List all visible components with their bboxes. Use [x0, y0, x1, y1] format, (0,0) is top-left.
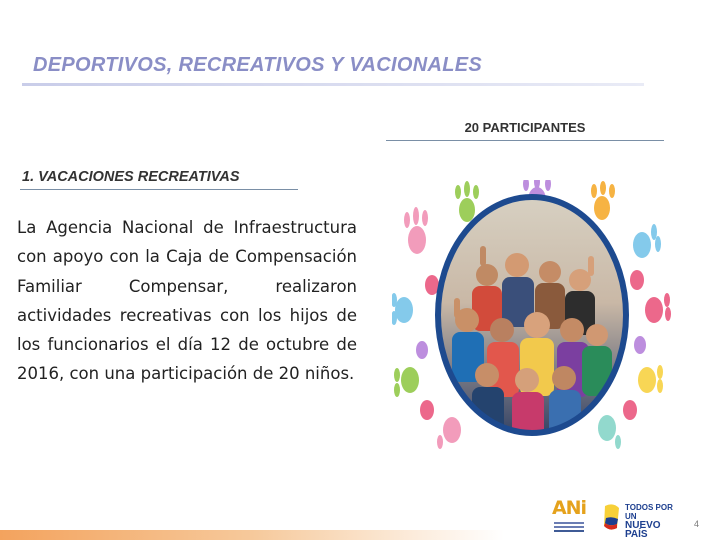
section-subtitle: 1. VACACIONES RECREATIVAS — [22, 169, 240, 185]
body-paragraph: La Agencia Nacional de Infraestructura con apoyo con la Caja de Compensación Familiar Compensar, realizaron actividades recreativas con los hijos de los funcionarios el día 12 de octubre de 2016, con una participación de 20 niños. — [17, 218, 357, 384]
tpn-line2: NUEVO PAÍS — [625, 520, 661, 540]
participants-label: 20 PARTICIPANTES — [464, 120, 586, 135]
ani-logo — [551, 497, 587, 535]
todos-por-un-nuevo-pais-logo — [601, 500, 681, 540]
slide-title: DEPORTIVOS, RECREATIVOS Y VACIONALES — [33, 54, 483, 76]
participants-underline — [386, 140, 664, 141]
tpn-line1: TODOS POR UN — [625, 503, 673, 521]
title-underline — [22, 83, 644, 86]
subtitle-underline — [20, 189, 298, 190]
handprints-icon — [392, 180, 672, 450]
colombia-flag-icon — [601, 502, 623, 532]
ani-logo-text: ANi — [551, 497, 587, 519]
page-number: 4 — [694, 519, 700, 529]
photo-collage — [392, 180, 672, 450]
children-group-photo — [432, 190, 632, 447]
